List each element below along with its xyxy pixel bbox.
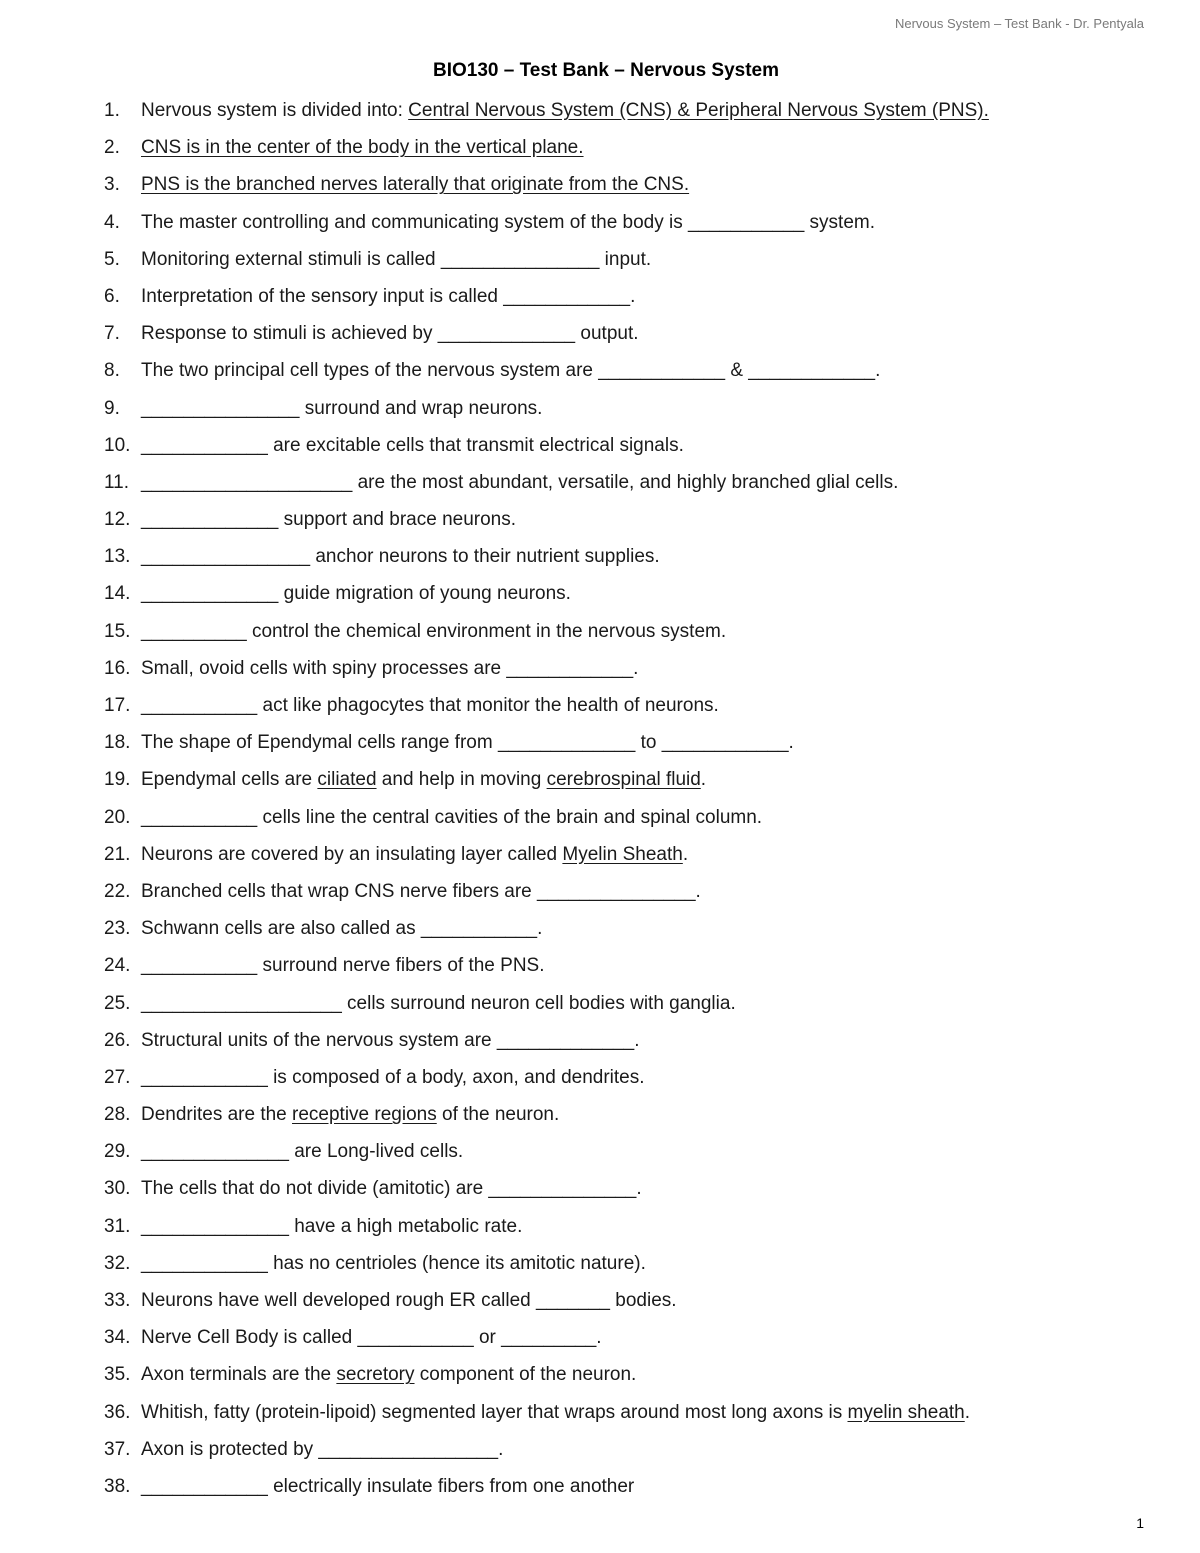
question-text-segment: Dendrites are the [141,1104,293,1126]
question-text-segment: The two principal cell types of the nervous system are ____________ & ____________. [141,360,881,382]
question-item [104,873,1164,910]
answer-text: Myelin Sheath [562,843,683,865]
question-number: 18. [104,732,131,754]
question-text [141,352,880,389]
page-title: BIO130 – Test Bank – Nervous System [432,60,780,81]
question-text [141,241,651,278]
question-number: 9. [104,397,120,419]
question-text [141,129,584,166]
question-text-segment: component of the neuron. [414,1364,637,1386]
question-text [141,501,516,538]
question-text-segment: Nerve Cell Body is called ___________ or _________. [141,1327,602,1349]
question-number: 19. [104,769,131,791]
question-list [104,92,1164,1505]
question-text-segment: Nervous system is divided into: [141,100,409,121]
question-text [141,947,545,984]
question-number: 10. [104,434,131,456]
question-number: 1. [104,100,120,121]
question-text-segment: Schwann cells are also called as ___________. [141,918,543,940]
question-item [104,278,1164,315]
question-text-segment: ___________ surround nerve fibers of the PNS. [141,955,545,977]
question-item [104,985,1164,1022]
question-item [104,1133,1164,1170]
question-number: 14. [104,583,131,605]
question-number: 25. [104,992,131,1014]
question-item [104,650,1164,687]
question-text-segment: __________ control the chemical environment in the nervous system. [141,620,727,642]
question-item [104,501,1164,538]
question-item [104,241,1164,278]
question-item [104,575,1164,612]
question-text [141,1431,503,1468]
question-text [141,204,875,241]
question-text-segment: ____________ are excitable cells that transmit electrical signals. [141,434,684,456]
question-text [141,724,794,761]
question-item [104,464,1164,501]
question-item [104,947,1164,984]
question-text [141,315,639,352]
question-number: 28. [104,1104,131,1126]
question-number: 27. [104,1066,131,1088]
answer-text: myelin sheath [847,1401,965,1423]
question-number: 21. [104,843,131,865]
question-number: 8. [104,360,120,382]
question-text-segment: ____________ is composed of a body, axon, and dendrites. [141,1066,645,1088]
question-number: 31. [104,1215,131,1237]
question-item [104,1319,1164,1356]
question-number: 38. [104,1475,131,1497]
question-text-segment: ___________ act like phagocytes that monitor the health of neurons. [141,695,719,716]
question-text [141,575,571,612]
answer-text: Central Nervous System (CNS) & Peripheral Nervous System (PNS). [408,100,989,121]
question-item [104,427,1164,464]
question-number: 36. [104,1401,131,1423]
question-item [104,315,1164,352]
question-text [141,1022,640,1059]
question-item [104,1170,1164,1207]
question-number: 29. [104,1141,131,1163]
question-text-segment: The master controlling and communicating system of the body is ___________ system. [141,211,875,233]
question-text [141,427,684,464]
question-text-segment: The cells that do not divide (amitotic) are ______________. [141,1178,642,1200]
question-number: 32. [104,1252,131,1274]
question-number: 11. [104,471,130,493]
question-item [104,613,1164,650]
question-text-segment: . [682,843,689,865]
answer-text: ciliated [317,769,377,791]
question-text-segment: ________________ anchor neurons to their nutrient supplies. [141,546,660,568]
question-number: 4. [104,211,120,233]
question-text [141,390,542,427]
question-text-segment: _____________ guide migration of young neurons. [141,583,571,605]
question-item [104,166,1164,203]
question-number: 15. [104,620,131,642]
question-text-segment: ____________ has no centrioles (hence its amitotic nature). [141,1252,646,1274]
question-text [141,1468,634,1505]
answer-text: CNS is in the center of the body in the vertical plane. [141,137,584,159]
question-text-segment: Interpretation of the sensory input is called ____________. [141,285,636,307]
question-item [104,1059,1164,1096]
question-text-segment: ______________ are Long-lived cells. [141,1141,464,1163]
question-text-segment: Neurons have well developed rough ER called _______ bodies. [141,1290,677,1311]
question-text-segment: ______________ have a high metabolic rate. [141,1215,523,1237]
question-text [141,1170,642,1207]
question-text [141,613,726,650]
question-item [104,761,1164,798]
question-text [141,1133,463,1170]
page-number: 1 [1136,1515,1144,1531]
question-number: 13. [104,546,131,568]
question-text-segment: Branched cells that wrap CNS nerve fibers are _______________. [141,880,701,902]
question-text [141,650,638,687]
question-number: 30. [104,1178,131,1200]
question-item [104,204,1164,241]
question-text [141,92,989,129]
question-text [141,1096,559,1133]
question-number: 2. [104,137,120,159]
question-number: 24. [104,955,131,977]
question-number: 22. [104,880,131,902]
question-text-segment: . [964,1401,971,1423]
question-text-segment: of the neuron. [436,1104,560,1126]
question-item [104,799,1164,836]
question-number: 7. [104,323,120,345]
question-number: 6. [104,285,120,307]
question-text-segment: ____________________ are the most abundant, versatile, and highly branched glial cells. [141,471,899,493]
question-item [104,390,1164,427]
question-text [141,1356,636,1393]
question-text-segment: The shape of Ependymal cells range from _____________ to ____________. [141,732,794,754]
question-item [104,1356,1164,1393]
question-text-segment: and help in moving [376,769,547,791]
question-item [104,1431,1164,1468]
question-number: 12. [104,509,131,531]
question-text [141,1394,970,1431]
question-text [141,1208,522,1245]
question-text [141,1282,677,1319]
question-text-segment: ___________ cells line the central cavities of the brain and spinal column. [141,806,763,828]
question-text-segment: Response to stimuli is achieved by _____________ output. [141,323,639,345]
question-number: 35. [104,1364,131,1386]
question-item [104,1096,1164,1133]
question-text-segment: Structural units of the nervous system are _____________. [141,1029,640,1051]
answer-text: cerebrospinal fluid [546,769,701,791]
answer-text: PNS is the branched nerves laterally that originate from the CNS. [141,174,690,196]
question-number: 23. [104,918,131,940]
running-header: Nervous System – Test Bank - Dr. Pentyala [894,16,1144,31]
question-item [104,1468,1164,1505]
question-text-segment: _____________ support and brace neurons. [141,509,517,531]
answer-text: secretory [336,1364,415,1386]
question-text-segment: _______________ surround and wrap neurons. [141,397,543,419]
question-item [104,92,1164,129]
question-text [141,278,635,315]
question-text [141,761,706,798]
question-item [104,836,1164,873]
question-text [141,464,898,501]
question-text [141,538,660,575]
question-item [104,1245,1164,1282]
question-item [104,724,1164,761]
question-text [141,687,719,724]
question-item [104,352,1164,389]
question-text [141,1059,645,1096]
question-text-segment: Axon is protected by _________________. [141,1438,504,1460]
question-item [104,910,1164,947]
question-text-segment: ___________________ cells surround neuron cell bodies with ganglia. [141,992,736,1014]
question-text-segment: Axon terminals are the [141,1364,337,1386]
question-number: 5. [104,248,120,270]
question-text [141,1319,602,1356]
question-number: 3. [104,174,120,196]
question-text-segment: Monitoring external stimuli is called _______________ input. [141,248,652,270]
question-number: 37. [104,1438,131,1460]
question-item [104,1394,1164,1431]
question-number: 33. [104,1290,131,1311]
answer-text: receptive regions [292,1104,437,1126]
question-number: 16. [104,657,131,679]
question-text [141,799,762,836]
question-text-segment: . [700,769,707,791]
question-text [141,873,701,910]
question-text [141,166,689,203]
question-item [104,687,1164,724]
question-item [104,1208,1164,1245]
question-number: 20. [104,806,131,828]
question-text-segment: Ependymal cells are [141,769,318,791]
question-number: 17. [104,695,131,716]
question-text-segment: Small, ovoid cells with spiny processes are ____________. [141,657,639,679]
question-item [104,129,1164,166]
question-item [104,1282,1164,1319]
question-text [141,1245,646,1282]
question-number: 34. [104,1327,131,1349]
question-text [141,836,688,873]
question-text [141,985,736,1022]
question-text-segment: Whitish, fatty (protein-lipoid) segmented layer that wraps around most long axons is [141,1401,848,1423]
question-item [104,538,1164,575]
question-text [141,910,542,947]
question-text-segment: Neurons are covered by an insulating layer called [141,843,563,865]
question-item [104,1022,1164,1059]
question-text-segment: ____________ electrically insulate fibers from one another [141,1475,635,1497]
question-number: 26. [104,1029,131,1051]
